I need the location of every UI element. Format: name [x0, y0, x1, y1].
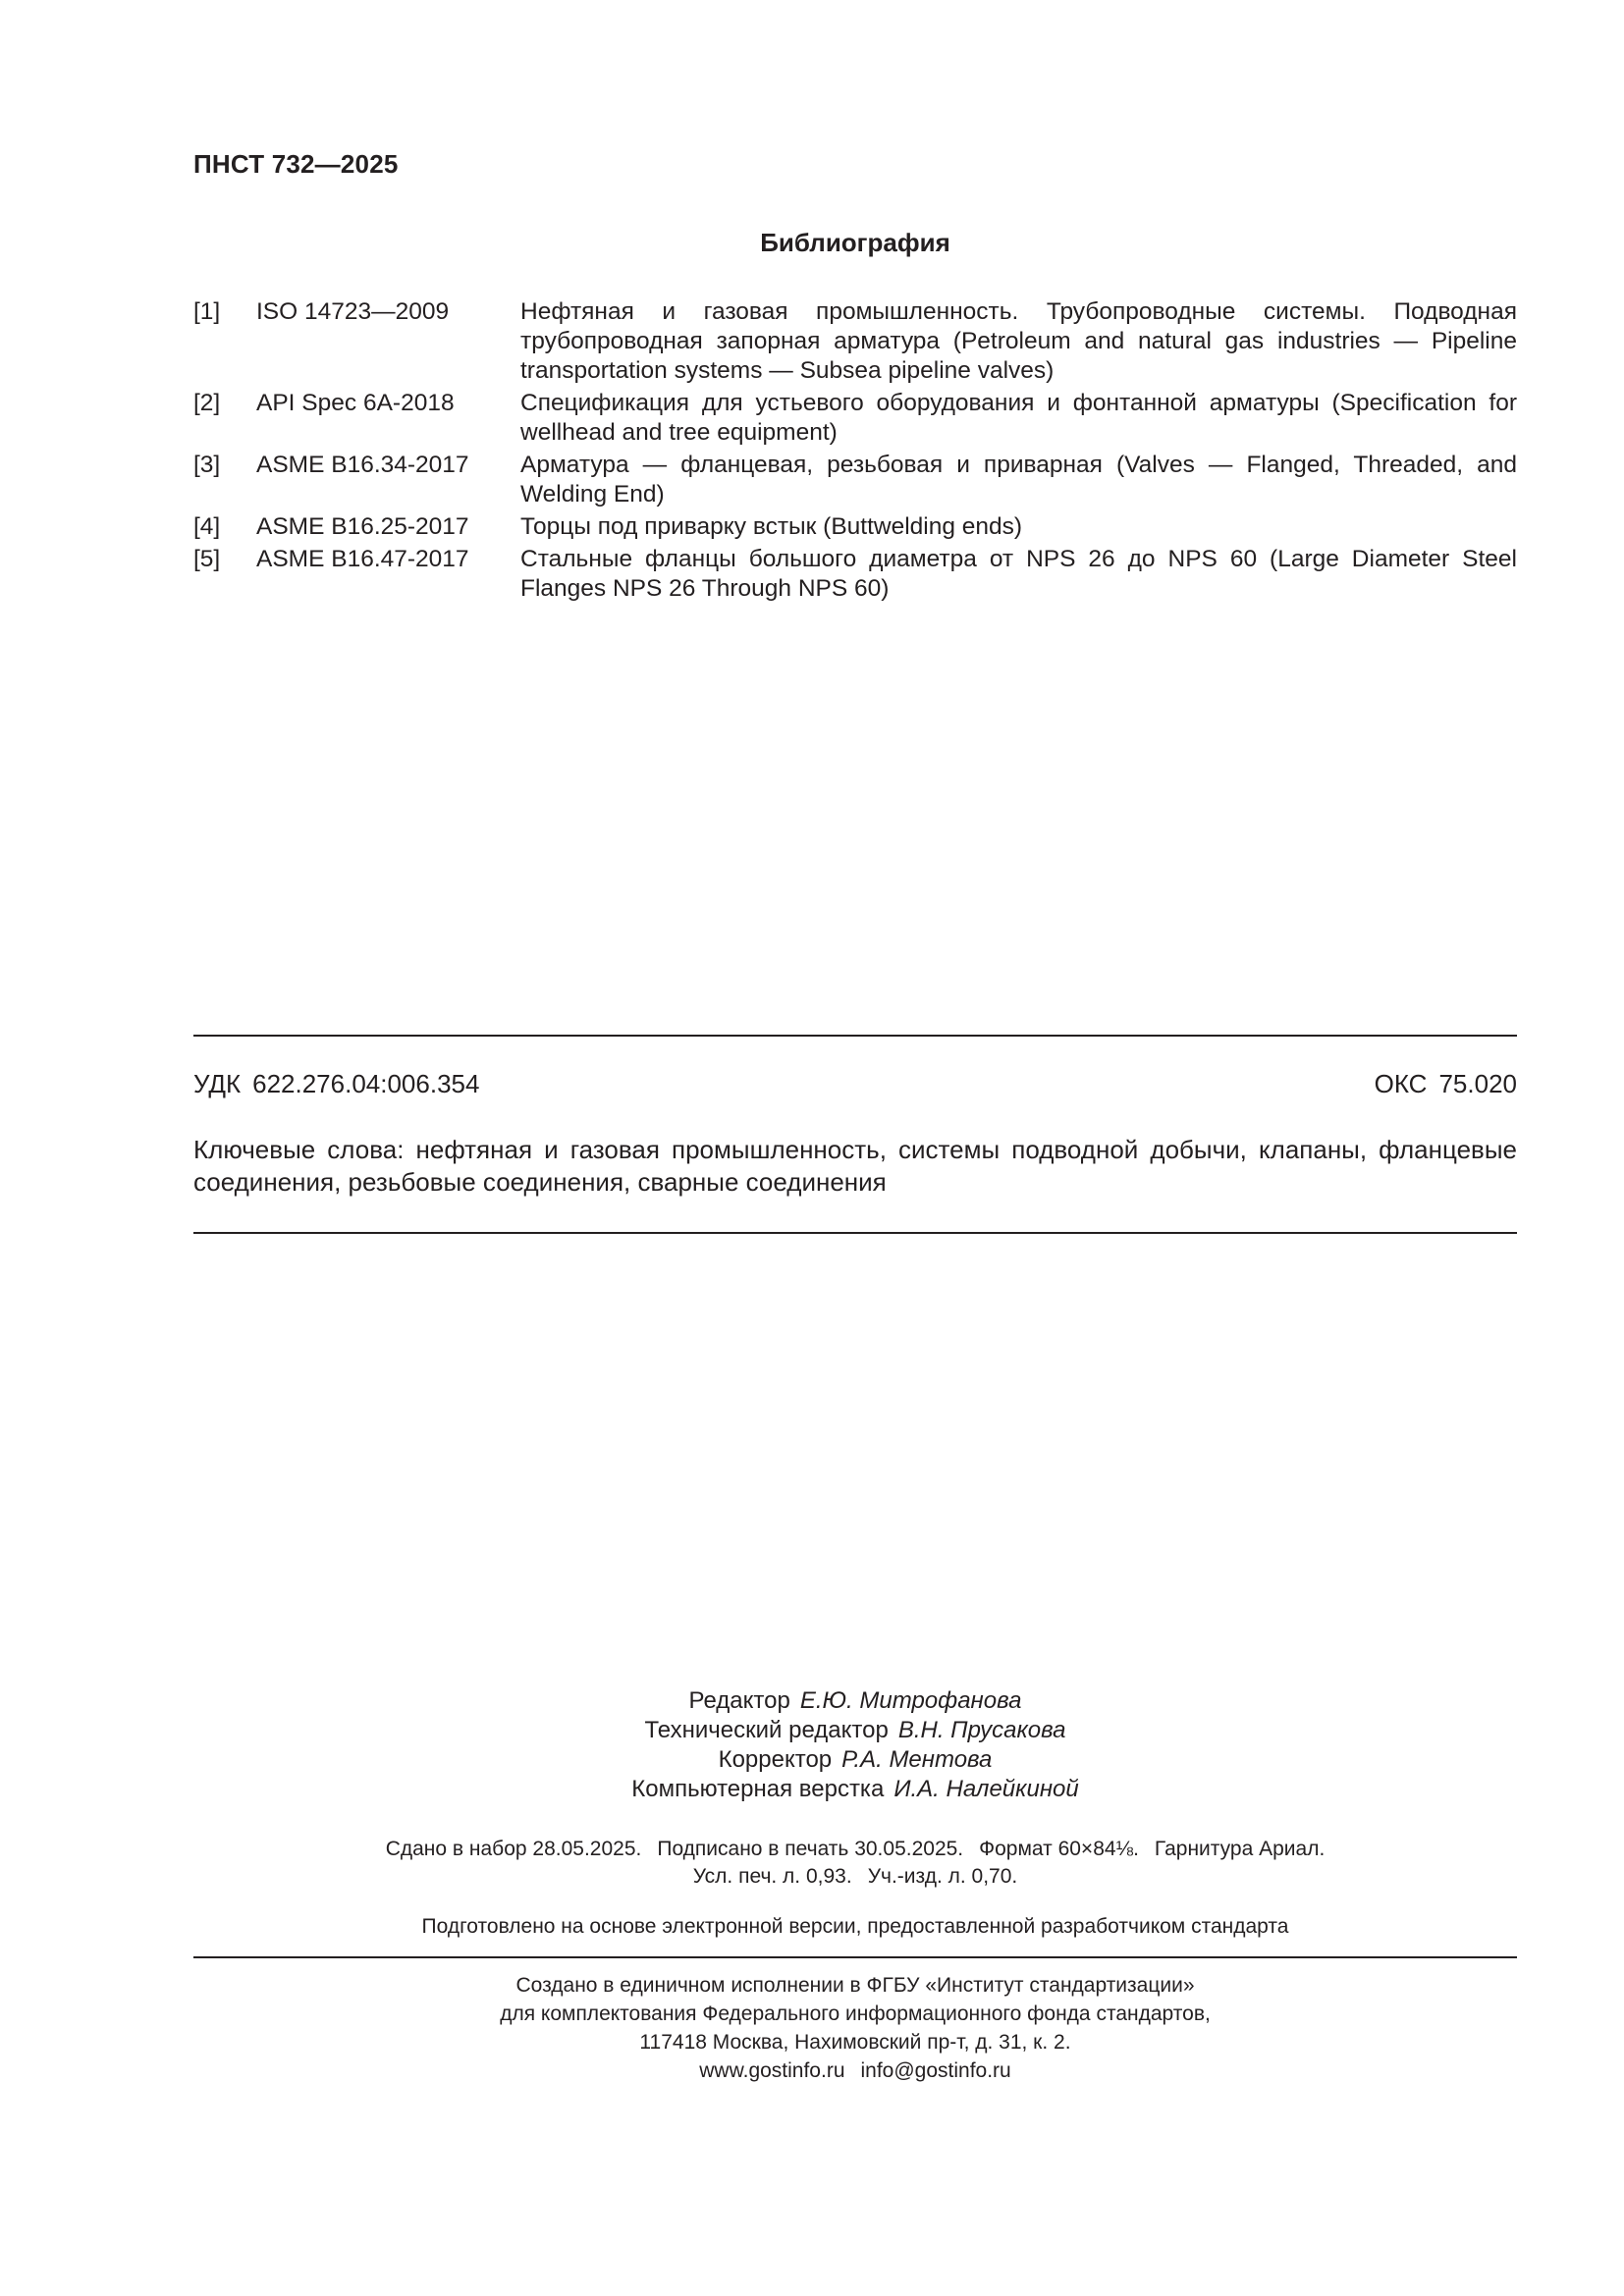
keywords: Ключевые слова: нефтяная и газовая промышленность, системы подводной добычи, клапаны, фланцевые соединения, резьбовые соединения, сварные соединения: [193, 1135, 1517, 1197]
bibliography-entry: [193, 512, 1517, 542]
credits-block: [193, 1686, 1517, 1804]
bibliography-list: [193, 297, 1517, 607]
credit-role: Корректор: [718, 1746, 833, 1773]
website-link[interactable]: www.gostinfo.ru: [699, 2059, 845, 2082]
publisher-divider: [193, 1956, 1517, 1958]
udk-label: УДК: [193, 1069, 242, 1098]
credit-line: [193, 1716, 1517, 1745]
prepared-note: Подготовлено на основе электронной версии, предоставленной разработчиком стандарта: [421, 1915, 1289, 1938]
credit-name: И.А. Налейкиной: [893, 1776, 1079, 1802]
entry-standard-code: API Spec 6A-2018: [256, 390, 455, 416]
entry-number: [3]: [193, 452, 221, 478]
oks-value: 75.020: [1438, 1069, 1517, 1098]
bibliography-entry: [193, 297, 1517, 386]
credit-name: Е.Ю. Митрофанова: [799, 1687, 1022, 1714]
entry-standard-code: ASME B16.25-2017: [256, 513, 469, 540]
typeface: Гарнитура Ариал.: [1154, 1838, 1326, 1860]
bibliography-entry: [193, 389, 1517, 448]
publisher-contacts: [193, 2056, 1517, 2085]
entry-title: Арматура — фланцевая, резьбовая и приварная (Valves — Flanged, Threaded, and Welding End): [520, 452, 1517, 507]
signed-date: Подписано в печать 30.05.2025.: [657, 1838, 964, 1860]
email-link[interactable]: info@gostinfo.ru: [860, 2059, 1011, 2082]
bibliography-entry: [193, 545, 1517, 604]
paper-format: Формат 60×84⅛.: [979, 1838, 1139, 1860]
entry-title: Нефтяная и газовая промышленность. Трубопроводные системы. Подводная трубопроводная запорная арматура (Petroleum and natural gas industries — Pipeline transportation systems — Subsea pipeline valves): [520, 298, 1517, 384]
classification-row: [193, 1069, 1517, 1099]
credit-name: В.Н. Прусакова: [897, 1717, 1066, 1743]
entry-number: [4]: [193, 513, 221, 540]
print-info-line: [193, 1863, 1517, 1891]
oks-code: [1375, 1069, 1517, 1099]
udk-code: [193, 1069, 479, 1099]
credit-role: Редактор: [688, 1687, 790, 1714]
top-divider: [193, 1035, 1517, 1037]
entry-number: [5]: [193, 546, 221, 572]
entry-standard-code: ASME B16.47-2017: [256, 546, 469, 572]
publisher-sheets: Уч.-изд. л. 0,70.: [867, 1865, 1018, 1888]
entry-standard-code: ASME B16.34-2017: [256, 452, 469, 478]
publisher-line: Создано в единичном исполнении в ФГБУ «Институт стандартизации»: [515, 1974, 1195, 1997]
entry-number: [2]: [193, 390, 221, 416]
credit-line: [193, 1775, 1517, 1804]
entry-title: Спецификация для устьевого оборудования и фонтанной арматуры (Specification for wellhead and tree equipment): [520, 390, 1517, 446]
credit-line: [193, 1745, 1517, 1775]
publisher-address: 117418 Москва, Нахимовский пр-т, д. 31, к. 2.: [639, 2031, 1071, 2054]
entry-title: Стальные фланцы большого диаметра от NPS 26 до NPS 60 (Large Diameter Steel Flanges NPS 26 Through NPS 60): [520, 546, 1517, 602]
publisher-line: для комплектования Федерального информационного фонда стандартов,: [500, 2002, 1211, 2025]
credit-line: [193, 1686, 1517, 1716]
print-sheets: Усл. печ. л. 0,93.: [692, 1865, 852, 1888]
credit-role: Компьютерная верстка: [631, 1776, 885, 1802]
entry-standard-code: ISO 14723—2009: [256, 298, 450, 325]
bibliography-title: Библиография: [760, 228, 950, 257]
udk-value: 622.276.04:006.354: [252, 1069, 480, 1098]
publisher-block: [193, 1971, 1517, 2085]
print-info-line: [193, 1836, 1517, 1863]
bibliography-entry: [193, 451, 1517, 509]
submitted-date: Сдано в набор 28.05.2025.: [385, 1838, 642, 1860]
credit-name: Р.А. Ментова: [841, 1746, 993, 1773]
entry-title: Торцы под приварку встык (Buttwelding ends): [520, 513, 1023, 540]
entry-number: [1]: [193, 298, 221, 325]
print-info: [193, 1836, 1517, 1891]
oks-label: ОКС: [1374, 1069, 1428, 1098]
credit-role: Технический редактор: [644, 1717, 889, 1743]
bottom-divider: [193, 1232, 1517, 1234]
document-code: ПНСТ 732—2025: [193, 149, 399, 179]
